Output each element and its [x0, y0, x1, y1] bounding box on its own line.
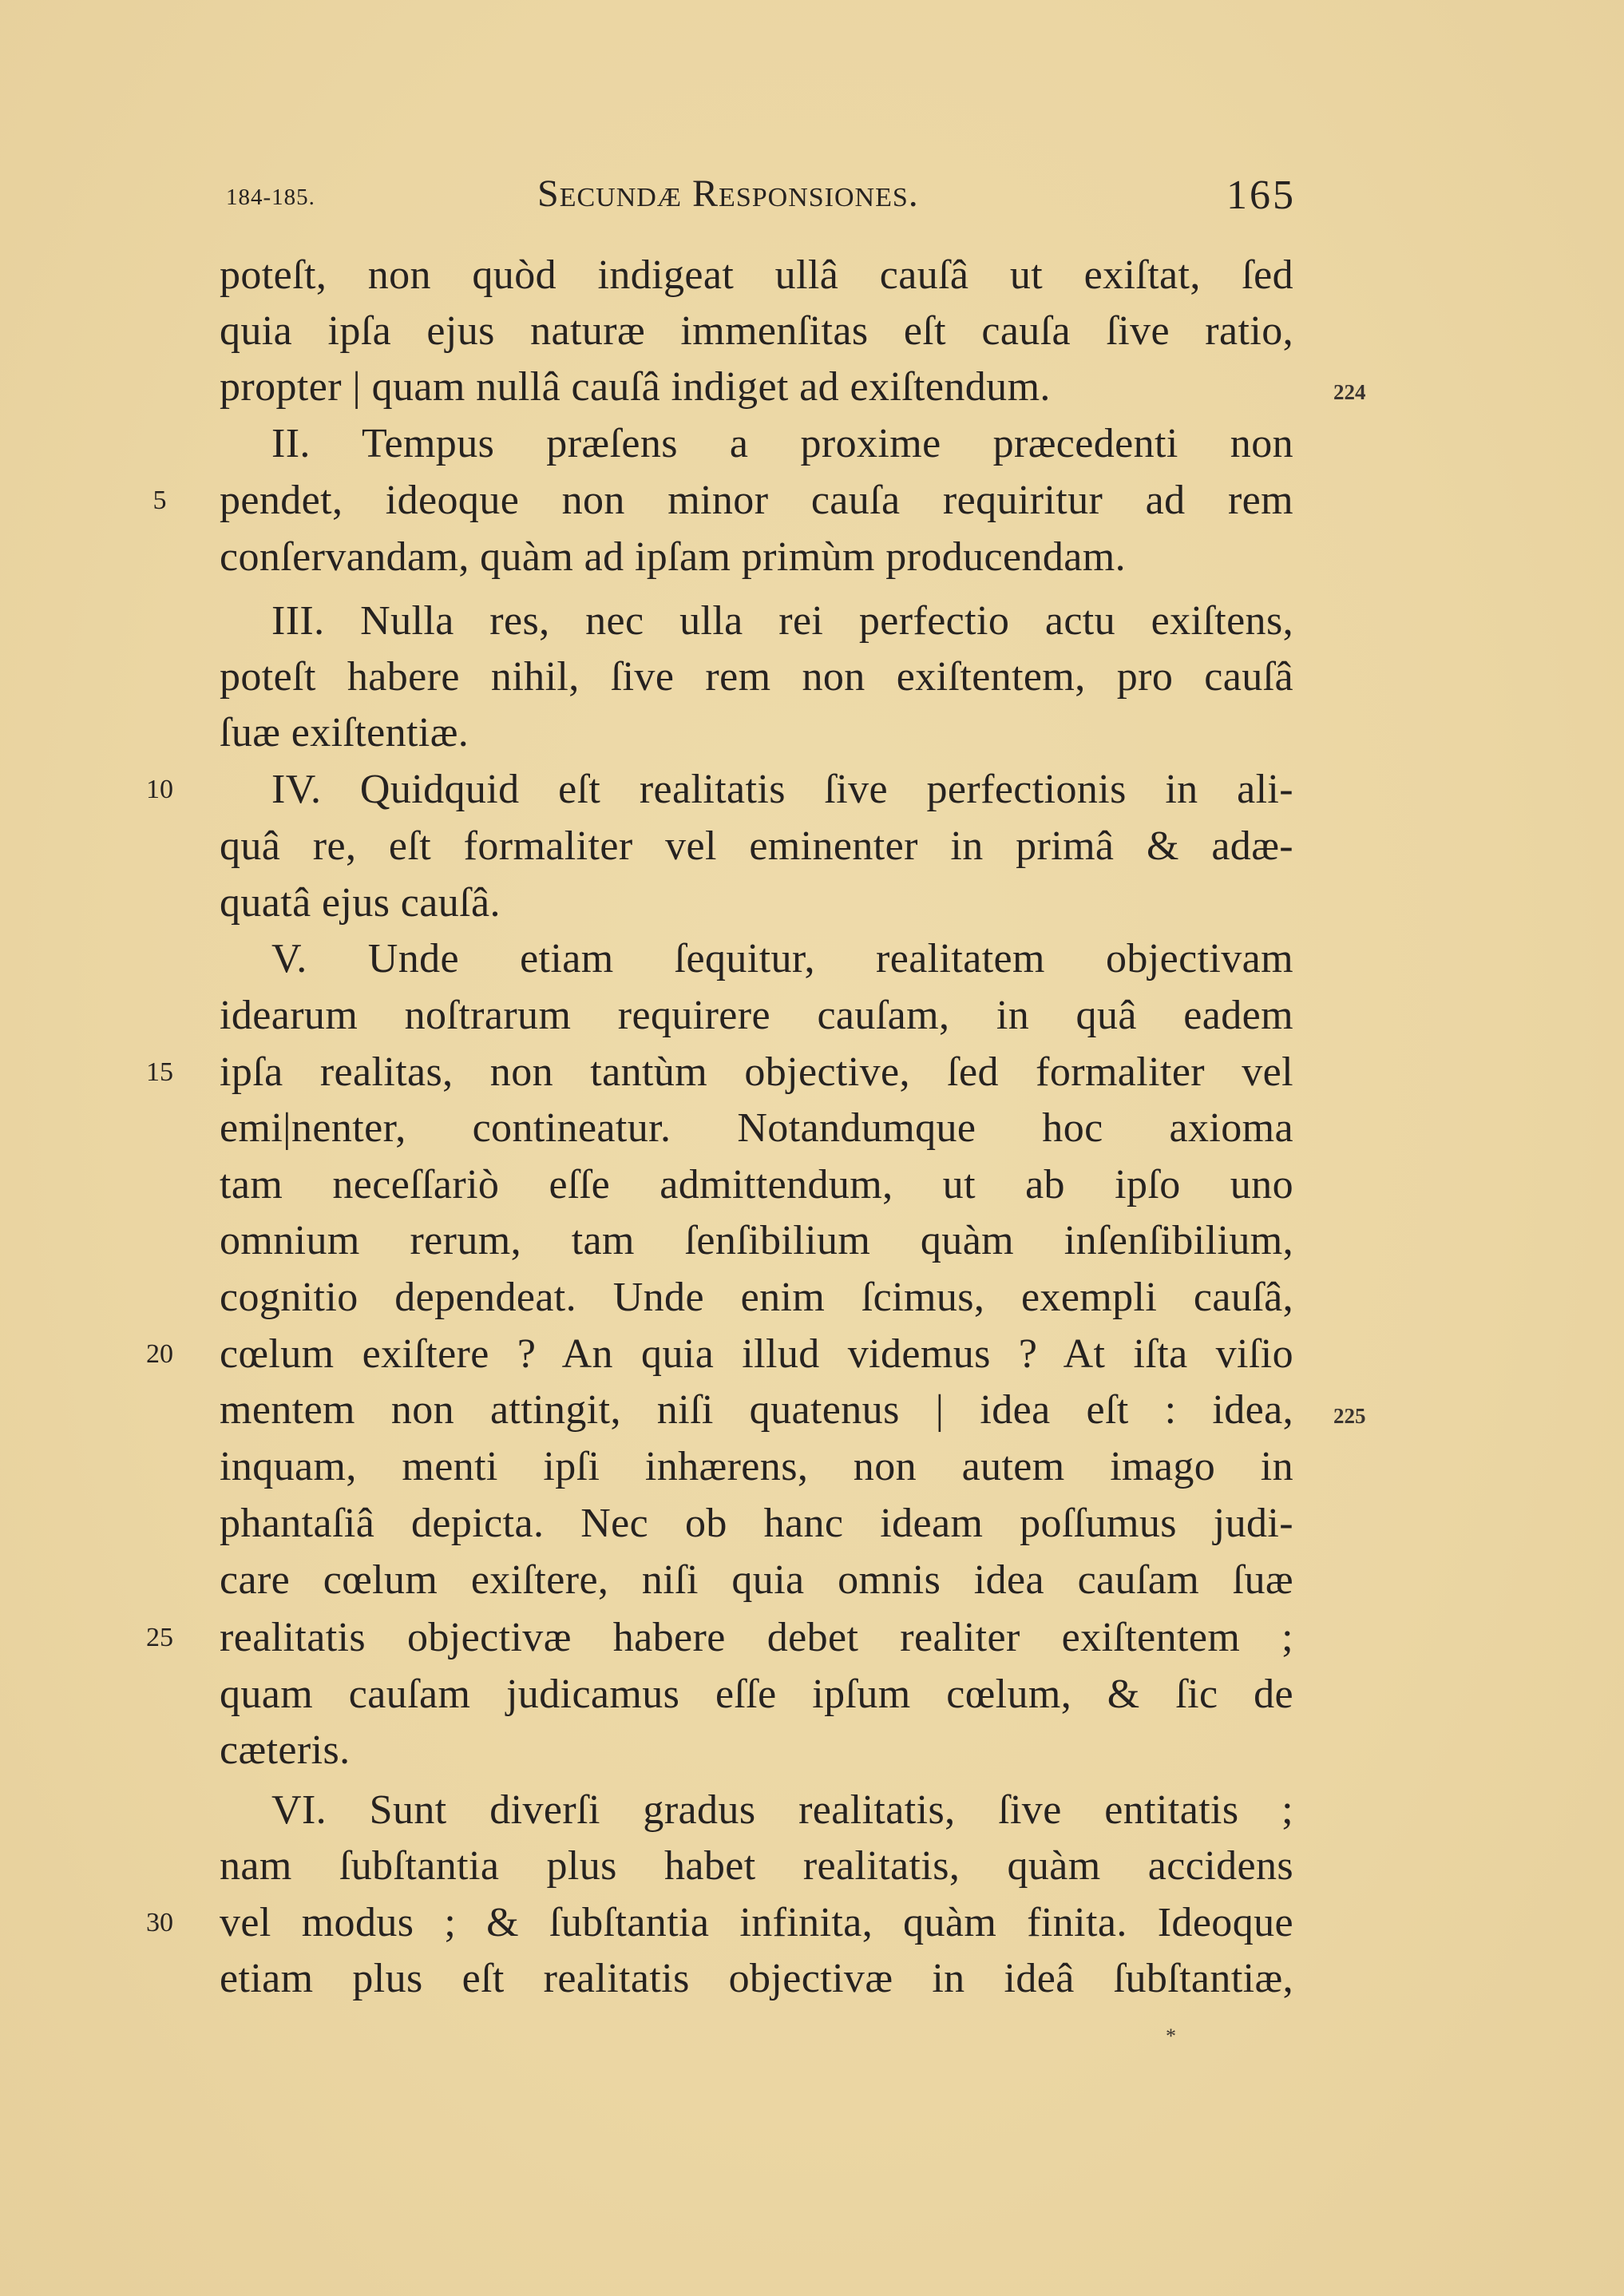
text-line: ſuæ exiſtentiæ.: [220, 710, 469, 755]
text-line: ipſa realitas, non tantùm objective, ſed formaliter vel: [220, 1049, 1293, 1095]
text-line: cœlum exiſtere ? An quia illud videmus ? At iſta viſio: [220, 1331, 1293, 1377]
text-line: III. Nulla res, nec ulla rei perfectio actu exiſtens,: [271, 598, 1293, 644]
text-line: nam ſubſtantia plus habet realitatis, quàm accidens: [220, 1843, 1293, 1889]
text-line: quam cauſam judicamus eſſe ipſum cœlum, & ſic de: [220, 1671, 1293, 1717]
text-line: propter | quam nullâ cauſâ indiget ad exiſtendum.: [220, 364, 1051, 410]
header-page-number: 165: [1226, 172, 1296, 218]
text-line: phantaſiâ depicta. Nec ob hanc ideam poſſumus judi-: [220, 1501, 1293, 1546]
text-line: VI. Sunt diverſi gradus realitatis, ſive entitatis ;: [271, 1787, 1293, 1833]
text-line: mentem non attingit, niſi quatenus | idea eſt : idea,: [220, 1387, 1293, 1433]
text-line: IV. Quidquid eſt realitatis ſive perfectionis in ali-: [271, 767, 1293, 812]
text-line: realitatis objectivæ habere debet realiter exiſtentem ;: [220, 1615, 1293, 1660]
text-line: poteſt habere nihil, ſive rem non exiſtentem, pro cauſâ: [220, 654, 1293, 700]
line-number: 15: [146, 1057, 173, 1087]
margin-page-reference: 224: [1333, 380, 1366, 404]
line-number: 10: [146, 775, 173, 804]
line-number: 5: [152, 486, 167, 515]
text-line: V. Unde etiam ſequitur, realitatem objectivam: [271, 936, 1293, 981]
text-line: emi|nenter, contineatur. Notandumque hoc axioma: [220, 1105, 1293, 1151]
text-line: II. Tempus præſens a proxime præcedenti non: [271, 421, 1293, 466]
text-line: etiam plus eſt realitatis objectivæ in ideâ ſubſtantiæ,: [220, 1956, 1293, 2001]
header-title: Secundæ Responsiones.: [537, 172, 919, 215]
text-line: cognitio dependeat. Unde enim ſcimus, exempli cauſâ,: [220, 1275, 1293, 1320]
line-number: 30: [146, 1908, 173, 1937]
line-number: 25: [146, 1623, 173, 1652]
text-line: quia ipſa ejus naturæ immenſitas eſt cauſa ſive ratio,: [220, 308, 1293, 354]
line-number: 20: [146, 1339, 173, 1369]
text-line: pendet, ideoque non minor cauſa requiritur ad rem: [220, 478, 1293, 523]
text-line: quâ re, eſt formaliter vel eminenter in primâ & adæ-: [220, 823, 1293, 869]
text-line: tam neceſſariò eſſe admittendum, ut ab ipſo uno: [220, 1162, 1293, 1207]
text-line: idearum noſtrarum requirere cauſam, in quâ eadem: [220, 993, 1293, 1038]
text-line: cæteris.: [220, 1727, 351, 1773]
text-line: conſervandam, quàm ad ipſam primùm producendam.: [220, 534, 1127, 580]
text-line: quatâ ejus cauſâ.: [220, 880, 501, 926]
text-line: inquam, menti ipſi inhærens, non autem imago in: [220, 1444, 1293, 1489]
text-line: vel modus ; & ſubſtantia infinita, quàm finita. Ideoque: [220, 1900, 1293, 1945]
header-page-range: 184-185.: [226, 184, 315, 210]
text-line: omnium rerum, tam ſenſibilium quàm inſenſibilium,: [220, 1218, 1293, 1263]
text-line: poteſt, non quòd indigeat ullâ cauſâ ut exiſtat, ſed: [220, 252, 1293, 298]
margin-page-reference: 225: [1333, 1404, 1366, 1428]
text-line: care cœlum exiſtere, niſi quia omnis idea cauſam ſuæ: [220, 1557, 1293, 1603]
signature-mark: *: [1166, 2024, 1176, 2048]
